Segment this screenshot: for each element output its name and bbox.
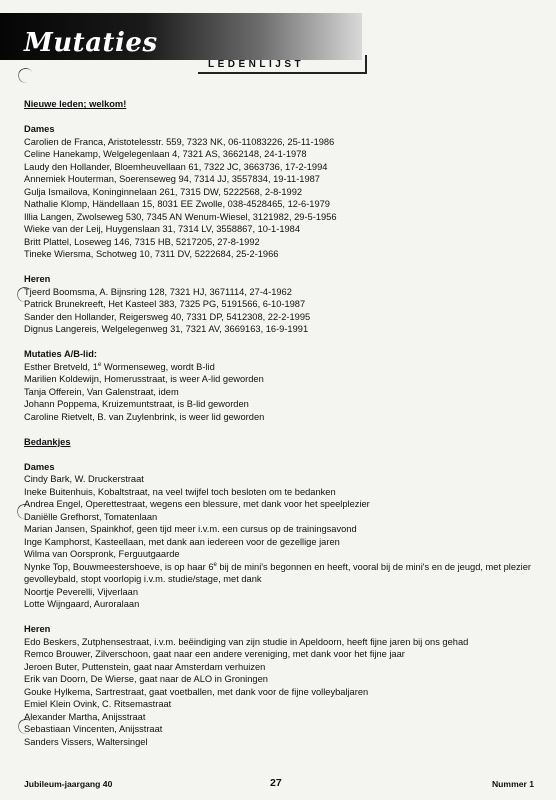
member-line: Celine Hanekamp, Welgelegenlaan 4, 7321 AS, 3662148, 24-1-1978: [24, 149, 307, 159]
mutation-line: Marilien Koldewijn, Homerusstraat, is weer A-lid geworden: [24, 374, 264, 384]
resignation-line: Andrea Engel, Operettestraat, wegens een blessure, met dank voor het speelplezier: [24, 499, 370, 509]
footer-edition: Jubileum-jaargang 40: [24, 779, 113, 789]
page-title: Mutaties: [24, 28, 158, 58]
member-line: Carolien de Franca, Aristotelesstr. 559, 7323 NK, 06-11083226, 25-11-1986: [24, 136, 335, 147]
resignation-text: bij de mini's begonnen en heeft, vooral bij de mini's en de jeugd, met plezier gevolleybald, stopt voorlopig i.v.m. studie/stage, met dank: [24, 561, 531, 584]
member-line: Laudy den Hollander, Bloemheuvellaan 61, 7322 JC, 3663736, 17-2-1994: [24, 161, 328, 172]
mutation-text: Esther Bretveld, 1: [24, 361, 98, 372]
resignation-line: Alexander Martha, Anijsstraat: [24, 711, 146, 722]
resignation-line: Jeroen Buter, Puttenstein, gaat naar Amsterdam verhuizen: [24, 661, 266, 672]
resignation-text: Nynke Top, Bouwmeestershoeve, is op haar 6: [24, 561, 214, 572]
punch-hole-mark: [16, 66, 35, 85]
resignation-line: Remco Brouwer, Zilverschoon, gaat naar een andere vereniging, met dank voor het fijne jaar: [24, 649, 405, 659]
document-body: [24, 98, 534, 748]
resignation-line: Gouke Hylkema, Sartrestraat, gaat voetballen, met dank voor de fijne volleybaljaren: [24, 686, 369, 697]
member-line: Tineke Wiersma, Schotweg 10, 7311 DV, 5222684, 25-2-1966: [24, 249, 279, 259]
resignation-line: Daniëlle Grefhorst, Tomatenlaan: [24, 511, 158, 522]
subheading-dames: Dames: [24, 124, 55, 134]
member-line: Annemiek Houterman, Soerenseweg 94, 7314 JJ, 3557834, 19-11-1987: [24, 174, 320, 184]
page-number: 27: [270, 777, 282, 789]
resignation-line: Sebastiaan Vincenten, Anijsstraat: [24, 724, 163, 734]
superscript: e: [97, 361, 102, 368]
mutation-line: Johann Poppema, Kruizemuntstraat, is B-lid geworden: [24, 399, 249, 409]
section-heading-mutaties: Mutaties A/B-lid:: [24, 349, 97, 359]
subheading-heren: Heren: [24, 274, 51, 284]
resignation-line: Edo Beskers, Zutphensestraat, i.v.m. beëindiging van zijn studie in Apeldoorn, heeft fijne jaren bij ons gehad: [24, 636, 469, 647]
subheading-dames: Dames: [24, 461, 55, 472]
resignation-line: Ineke Buitenhuis, Kobaltstraat, na veel twijfel toch besloten om te bedanken: [24, 486, 336, 497]
mutation-line: Tanja Offerein, Van Galenstraat, idem: [24, 386, 179, 397]
resignation-line: Cindy Bark, W. Druckerstraat: [24, 474, 144, 484]
header-divider-horizontal: [198, 72, 366, 74]
mutation-text: Wormenseweg, wordt B-lid: [101, 361, 215, 372]
member-line: Illia Langen, Zwolseweg 530, 7345 AN Wenum-Wiesel, 3121982, 29-5-1956: [24, 211, 337, 222]
superscript: e: [213, 561, 217, 568]
mutation-line: Caroline Rietvelt, B. van Zuylenbrink, is weer lid geworden: [24, 411, 265, 422]
member-line: Wieke van der Leij, Huygenslaan 31, 7314 LV, 3558867, 10-1-1984: [24, 224, 301, 234]
resignation-line: [24, 561, 534, 586]
section-subtitle: [208, 59, 304, 70]
resignation-line: Sanders Vissers, Waltersingel: [24, 736, 148, 747]
resignation-line: Noortje Peverelli, Vijverlaan: [24, 586, 139, 597]
header-banner: [0, 13, 362, 60]
section-heading-new-members: Nieuwe leden; welkom!: [24, 99, 127, 109]
resignation-line: Emiel Klein Ovink, C. Ritsemastraat: [24, 699, 172, 709]
subtitle-text: LEDENLIJST: [208, 59, 305, 70]
member-line: Gulja Ismailova, Koninginnelaan 261, 7315 DW, 5222568, 2-8-1992: [24, 186, 303, 197]
member-line: Sander den Hollander, Reigersweg 40, 7331 DP, 5412308, 22-2-1995: [24, 311, 311, 322]
resignation-line: Lotte Wijngaard, Auroralaan: [24, 599, 140, 609]
footer-issue-number: Nummer 1: [491, 779, 534, 789]
member-line: Patrick Brunekreeft, Het Kasteel 383, 7325 PG, 5191566, 6-10-1987: [24, 299, 306, 309]
resignation-line: Erik van Doorn, De Wierse, gaat naar de ALO in Groningen: [24, 674, 268, 684]
resignation-line: Inge Kamphorst, Kasteellaan, met dank aan iedereen voor de gezellige jaren: [24, 536, 340, 547]
member-line: Tjeerd Boomsma, A. Bijnsring 128, 7321 HJ, 3671114, 27-4-1962: [24, 286, 292, 297]
resignation-line: Wilma van Oorspronk, Ferguutgaarde: [24, 549, 180, 559]
section-heading-bedankjes: Bedankjes: [24, 436, 71, 447]
member-line: Dignus Langereis, Welgelegenweg 31, 7321 AV, 3669163, 16-9-1991: [24, 324, 309, 334]
member-line: Britt Plattel, Loseweg 146, 7315 HB, 5217205, 27-8-1992: [24, 236, 260, 247]
subheading-heren: Heren: [24, 624, 51, 634]
resignation-line: Marian Jansen, Spainkhof, geen tijd meer i.v.m. een cursus op de trainingsavond: [24, 524, 357, 534]
mutation-line: [24, 361, 534, 374]
member-line: Nathalie Klomp, Händellaan 15, 8031 EE Zwolle, 038-4528465, 12-6-1979: [24, 199, 330, 209]
